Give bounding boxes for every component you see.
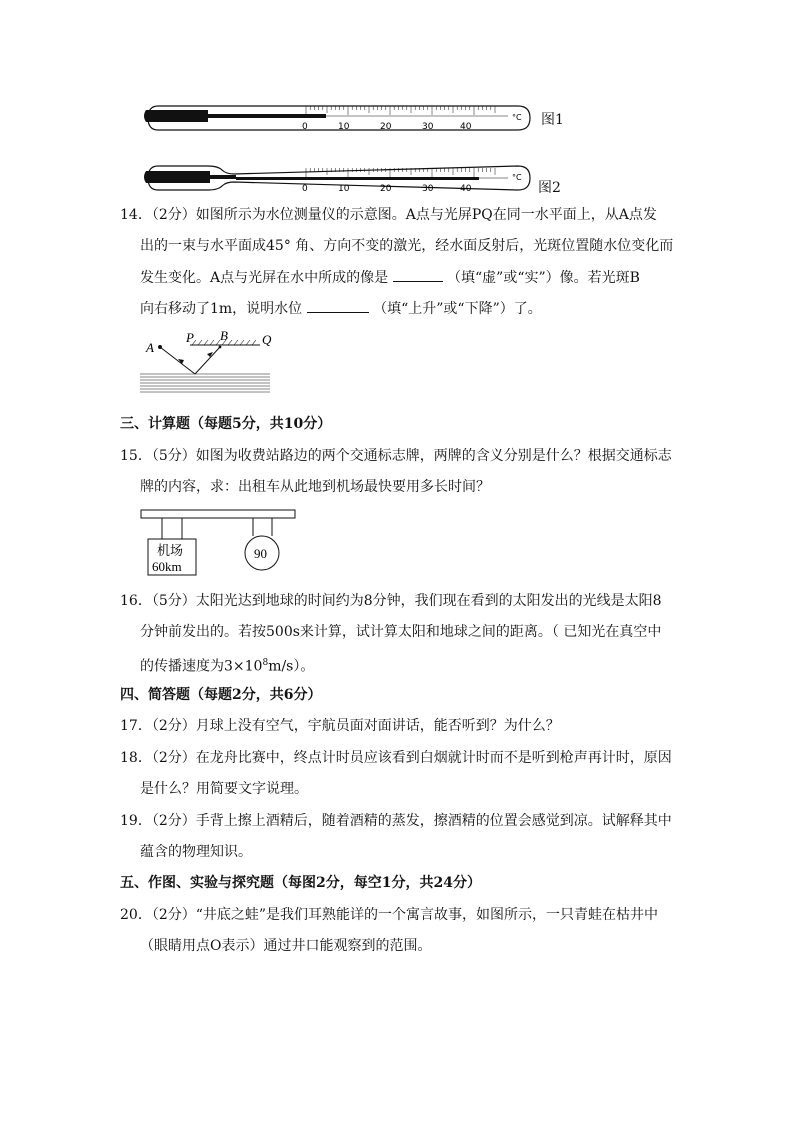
water-level-diagram [140, 326, 280, 406]
q19-line-1: 19．（2分）手背上擦上酒精后，随着酒精的蒸发，擦酒精的位置会感觉到凉。试解释其中 [120, 813, 672, 829]
sign-distance-label: 60km [152, 559, 182, 574]
q14-line-3 [140, 267, 640, 288]
q16-line-2: 分钟前发出的。若按500s来计算，试计算太阳和地球之间的距离。（ 已知光在真空中 [140, 624, 662, 640]
q14-line-3-after: （填“虚”或“实”）像。若光斑B [447, 270, 640, 286]
q14-line-3-text: 发生变化。A点与光屏在水中所成的像是 [140, 270, 389, 286]
tick-label-0: 0 [302, 184, 308, 194]
q14-blank-1[interactable] [393, 267, 443, 282]
tick-label-40: 40 [460, 122, 472, 132]
mercury-column-2 [236, 177, 479, 180]
q15-line-1: 15．（5分）如图为收费站路边的两个交通标志牌，两牌的含义分别是什么？根据交通标志 [120, 448, 672, 464]
tick-label-30: 30 [422, 184, 434, 194]
q15-line-2: 牌的内容，求：出租车从此地到机场最快要用多长时间？ [140, 479, 490, 495]
sign-airport-label: 机场 [157, 544, 184, 559]
tick-label-20: 20 [380, 122, 392, 132]
q17-line-1: 17．（2分）月球上没有空气，宇航员面对面讲话，能否听到？为什么？ [120, 718, 560, 734]
q19-line-2: 蕴含的物理知识。 [140, 844, 252, 860]
section-5-heading: 五、作图、实验与探究题（每图2分，每空1分，共24分） [120, 875, 481, 891]
q16-line-1: 16．（5分）太阳光达到地球的时间约为8分钟，我们现在看到的太阳发出的光线是太阳8 [120, 593, 662, 609]
q18-line-2: 是什么？用简要文字说理。 [140, 781, 308, 797]
label-a: A [146, 340, 154, 355]
q16-line-3 [140, 653, 314, 677]
traffic-signs-diagram [138, 506, 298, 582]
label-p: P [186, 330, 194, 345]
q16-line-3-pre: 的传播速度为3×10 [140, 658, 263, 675]
q16-line-3-post: m/s）。 [268, 658, 315, 675]
q14-line-2: 出的一束与水平面成45° 角、方向不变的激光，经水面反射后，光斑位置随水位变化而 [140, 238, 674, 254]
q14-line-1: 14．（2分）如图所示为水位测量仪的示意图。A点与光屏PQ在同一水平面上，从A点发 [120, 207, 657, 223]
figure-2-label: 图2 [538, 180, 561, 196]
label-q: Q [262, 332, 272, 347]
unit-label: °C [512, 173, 522, 182]
q16-line-3-sup: 8 [262, 658, 269, 668]
tick-label-30: 30 [422, 122, 434, 132]
tick-label-20: 20 [380, 184, 392, 194]
q14-line-4-text: 向右移动了1m，说明水位 [140, 301, 303, 317]
tick-label-0: 0 [302, 122, 308, 132]
sign-speed-label: 90 [254, 546, 267, 561]
q14-blank-2[interactable] [307, 298, 369, 313]
point-b [219, 346, 222, 349]
label-b: B [220, 328, 228, 343]
unit-label: °C [512, 113, 522, 122]
q14-line-4 [140, 298, 542, 319]
tick-label-40: 40 [460, 184, 472, 194]
q20-line-2: （眼睛用点O表示）通过井口能观察到的范围。 [140, 938, 432, 954]
tick-label-10: 10 [338, 122, 350, 132]
tick-label-10: 10 [338, 184, 350, 194]
section-3-heading: 三、计算题（每题5分，共10分） [120, 416, 332, 432]
mercury-column-1 [208, 114, 326, 118]
thermometer-figure-2 [138, 160, 538, 200]
q20-line-1: 20．（2分）“井底之蛙”是我们耳熟能详的一个寓言故事，如图所示，一只青蛙在枯井中 [120, 907, 659, 923]
q18-line-1: 18．（2分）在龙舟比赛中，终点计时员应该看到白烟就计时而不是听到枪声再计时，原因 [120, 750, 672, 766]
q14-line-4-after: （填“上升”或“下降”）了。 [373, 301, 542, 317]
thermometer-figure-1 [138, 98, 538, 138]
tick-marks-1 [306, 106, 495, 115]
figure-1-label: 图1 [541, 112, 564, 128]
section-4-heading: 四、简答题（每题2分，共6分） [120, 687, 322, 703]
